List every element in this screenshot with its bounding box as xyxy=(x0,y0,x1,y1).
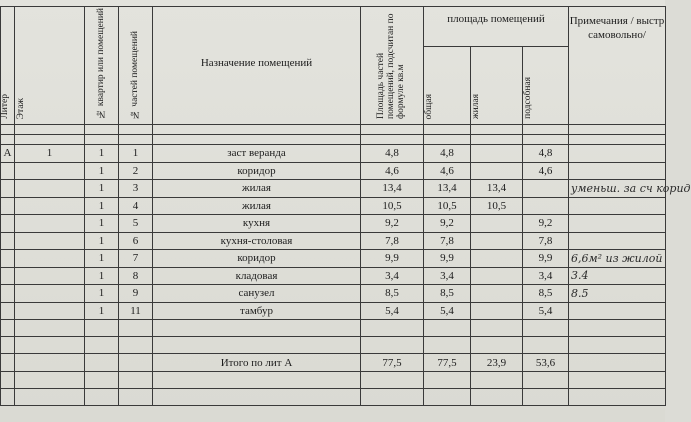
header-apartment-number: № квартир или помещений xyxy=(85,7,119,125)
table-row xyxy=(1,302,666,320)
cell-total-area: 4,6 xyxy=(424,162,471,180)
cell-part: 8 xyxy=(119,267,153,285)
cell-part-area: 8,5 xyxy=(361,285,424,303)
cell-note: 6,6м² из жилой xyxy=(569,250,666,268)
cell-part: 1 xyxy=(119,145,153,163)
cell-apartment: 1 xyxy=(85,162,119,180)
cell-total-area: 13,4 xyxy=(424,180,471,198)
cell-part-area: 7,8 xyxy=(361,232,424,250)
header-floor: Этаж xyxy=(15,7,85,125)
cell-note xyxy=(569,232,666,250)
header-row-top xyxy=(1,7,666,47)
cell-part: 3 xyxy=(119,180,153,198)
cell-total-area: 7,8 xyxy=(424,232,471,250)
cell-apartment: 1 xyxy=(85,302,119,320)
cell-floor xyxy=(15,302,85,320)
cell-room-name: кладовая xyxy=(153,267,361,285)
empty-row xyxy=(1,389,666,406)
cell-note: уменьш. за сч корид xyxy=(569,180,666,198)
cell-room-name: кухня xyxy=(153,215,361,233)
table-row xyxy=(1,232,666,250)
cell-aux-area: 5,4 xyxy=(523,302,569,320)
cell-note xyxy=(569,162,666,180)
cell-floor xyxy=(15,162,85,180)
cell-room-name: санузел xyxy=(153,285,361,303)
header-notes: Примечания / выстр самовольно/ xyxy=(569,7,666,125)
header-part-number: № частей помещений xyxy=(119,7,153,125)
cell-aux-area: 9,2 xyxy=(523,215,569,233)
total-living-area: 23,9 xyxy=(471,354,523,372)
cell-part-area: 13,4 xyxy=(361,180,424,198)
table-row xyxy=(1,145,666,163)
header-area-total: общая xyxy=(424,47,471,125)
cell-aux-area: 9,9 xyxy=(523,250,569,268)
header-part-area: Площадь частей помещений, подсчитан по формуле кв.м xyxy=(361,7,424,125)
cell-part-area: 3,4 xyxy=(361,267,424,285)
empty-row xyxy=(1,320,666,337)
cell-floor xyxy=(15,215,85,233)
total-part-area: 77,5 xyxy=(361,354,424,372)
cell-living-area xyxy=(471,145,523,163)
spacer-row xyxy=(1,125,666,135)
cell-note xyxy=(569,302,666,320)
cell-room-name: коридор xyxy=(153,162,361,180)
cell-total-area: 3,4 xyxy=(424,267,471,285)
cell-floor xyxy=(15,285,85,303)
cell-room-name: жилая xyxy=(153,197,361,215)
header-purpose: Назначение помещений xyxy=(153,7,361,125)
cell-part-area: 4,6 xyxy=(361,162,424,180)
cell-part-area: 4,8 xyxy=(361,145,424,163)
cell-note xyxy=(569,197,666,215)
cell-litera xyxy=(1,197,15,215)
spacer-row xyxy=(1,135,666,145)
cell-living-area xyxy=(471,162,523,180)
cell-floor xyxy=(15,180,85,198)
rooms-table xyxy=(0,6,691,406)
header-area-group: площадь помещений xyxy=(424,7,569,47)
header-area-living: жилая xyxy=(471,47,523,125)
cell-floor xyxy=(15,197,85,215)
cell-apartment: 1 xyxy=(85,267,119,285)
cell-living-area: 13,4 xyxy=(471,180,523,198)
cell-apartment: 1 xyxy=(85,250,119,268)
cell-litera: А xyxy=(1,145,15,163)
cell-note: 3.4 xyxy=(569,267,666,285)
cell-apartment: 1 xyxy=(85,197,119,215)
cell-litera xyxy=(1,180,15,198)
cell-aux-area: 4,6 xyxy=(523,162,569,180)
cell-note xyxy=(569,145,666,163)
cell-part: 11 xyxy=(119,302,153,320)
table-row xyxy=(1,267,666,285)
cell-aux-area: 8,5 xyxy=(523,285,569,303)
table-row xyxy=(1,250,666,268)
cell-room-name: заст веранда xyxy=(153,145,361,163)
table-row xyxy=(1,197,666,215)
cell-part-area: 5,4 xyxy=(361,302,424,320)
cell-litera xyxy=(1,215,15,233)
cell-total-area: 9,9 xyxy=(424,250,471,268)
cell-part: 7 xyxy=(119,250,153,268)
cell-room-name: тамбур xyxy=(153,302,361,320)
cell-aux-area: 4,8 xyxy=(523,145,569,163)
cell-room-name: коридор xyxy=(153,250,361,268)
cell-note: 8.5 xyxy=(569,285,666,303)
cell-litera xyxy=(1,232,15,250)
cell-note xyxy=(569,215,666,233)
cell-part: 2 xyxy=(119,162,153,180)
total-label: Итого по лит А xyxy=(153,354,361,372)
cell-total-area: 4,8 xyxy=(424,145,471,163)
cell-litera xyxy=(1,267,15,285)
cell-aux-area xyxy=(523,197,569,215)
table-row xyxy=(1,285,666,303)
cell-living-area xyxy=(471,267,523,285)
cell-living-area xyxy=(471,250,523,268)
cell-apartment: 1 xyxy=(85,285,119,303)
cell-floor xyxy=(15,232,85,250)
total-area: 77,5 xyxy=(424,354,471,372)
cell-apartment: 1 xyxy=(85,180,119,198)
cell-part: 9 xyxy=(119,285,153,303)
cell-living-area xyxy=(471,215,523,233)
cell-living-area xyxy=(471,302,523,320)
cell-part: 6 xyxy=(119,232,153,250)
cell-total-area: 5,4 xyxy=(424,302,471,320)
empty-row xyxy=(1,372,666,389)
cell-total-area: 9,2 xyxy=(424,215,471,233)
cell-total-area: 10,5 xyxy=(424,197,471,215)
cell-part: 4 xyxy=(119,197,153,215)
cell-floor xyxy=(15,267,85,285)
cell-floor xyxy=(15,250,85,268)
empty-row xyxy=(1,337,666,354)
cell-part-area: 9,2 xyxy=(361,215,424,233)
cell-litera xyxy=(1,302,15,320)
cell-litera xyxy=(1,250,15,268)
table-row xyxy=(1,215,666,233)
cell-apartment: 1 xyxy=(85,145,119,163)
header-area-aux: подсобная xyxy=(523,47,569,125)
cell-aux-area xyxy=(523,180,569,198)
cell-part: 5 xyxy=(119,215,153,233)
cell-apartment: 1 xyxy=(85,232,119,250)
cell-part-area: 10,5 xyxy=(361,197,424,215)
total-aux-area: 53,6 xyxy=(523,354,569,372)
cell-litera xyxy=(1,285,15,303)
cell-room-name: жилая xyxy=(153,180,361,198)
header-litera: Литер xyxy=(1,7,15,125)
table-row xyxy=(1,162,666,180)
cell-aux-area: 3,4 xyxy=(523,267,569,285)
cell-aux-area: 7,8 xyxy=(523,232,569,250)
cell-part-area: 9,9 xyxy=(361,250,424,268)
cell-floor: 1 xyxy=(15,145,85,163)
cell-living-area xyxy=(471,285,523,303)
cell-living-area: 10,5 xyxy=(471,197,523,215)
cell-living-area xyxy=(471,232,523,250)
cell-total-area: 8,5 xyxy=(424,285,471,303)
cell-apartment: 1 xyxy=(85,215,119,233)
table-row xyxy=(1,180,666,198)
cell-room-name: кухня-столовая xyxy=(153,232,361,250)
total-row xyxy=(1,354,666,372)
cell-litera xyxy=(1,162,15,180)
